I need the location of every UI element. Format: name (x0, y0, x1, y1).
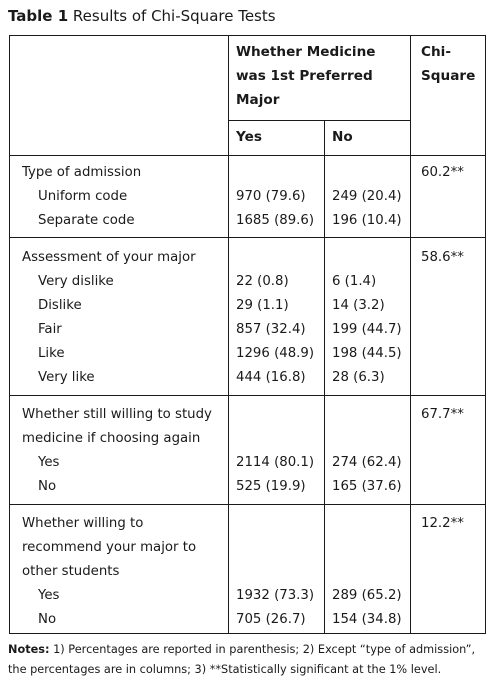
row-label: Fair (38, 322, 62, 337)
row-yes-value: 2114 (80.1) (236, 455, 315, 470)
header-group-line3: Major (236, 92, 280, 108)
row-no-value: 14 (3.2) (332, 298, 385, 313)
header-no: No (332, 129, 353, 145)
chi-square-value: 58.6** (421, 250, 464, 265)
section-title: medicine if choosing again (22, 431, 201, 446)
row-no-value: 274 (62.4) (332, 455, 402, 470)
chi-square-value: 12.2** (421, 516, 464, 531)
chi-square-value: 67.7** (421, 407, 464, 422)
table-title: Results of Chi-Square Tests (72, 7, 276, 25)
row-yes-value: 857 (32.4) (236, 322, 306, 337)
row-yes-value: 525 (19.9) (236, 479, 306, 494)
row-label: Yes (38, 588, 60, 603)
section-title: Type of admission (22, 165, 142, 180)
row-label: Uniform code (38, 189, 128, 204)
table-number: Table 1 (8, 7, 69, 25)
row-label: Like (38, 346, 65, 361)
row-yes-value: 29 (1.1) (236, 298, 289, 313)
row-label: Yes (38, 455, 60, 470)
row-no-value: 196 (10.4) (332, 213, 402, 228)
row-label: No (38, 479, 57, 494)
header-chi-line1: Chi- (421, 44, 451, 60)
row-no-value: 28 (6.3) (332, 370, 385, 385)
table-notes (8, 640, 486, 680)
section-title: recommend your major to (22, 540, 197, 555)
row-no-value: 6 (1.4) (332, 274, 377, 289)
header-group-line1: Whether Medicine (236, 44, 376, 60)
row-yes-value: 1932 (73.3) (236, 588, 315, 603)
row-yes-value: 705 (26.7) (236, 612, 306, 627)
row-no-value: 289 (65.2) (332, 588, 402, 603)
section-title: Whether still willing to study (22, 407, 212, 422)
row-yes-value: 1685 (89.6) (236, 213, 315, 228)
section-title: other students (22, 564, 120, 579)
row-yes-value: 22 (0.8) (236, 274, 289, 289)
chi-square-value: 60.2** (421, 165, 464, 180)
row-label: Very like (38, 370, 95, 385)
header-group-line2: was 1st Preferred (236, 68, 373, 84)
row-no-value: 198 (44.5) (332, 346, 402, 361)
row-label: Dislike (38, 298, 82, 313)
row-no-value: 249 (20.4) (332, 189, 402, 204)
row-no-value: 154 (34.8) (332, 612, 402, 627)
row-yes-value: 1296 (48.9) (236, 346, 315, 361)
row-label: Very dislike (38, 274, 114, 289)
row-yes-value: 444 (16.8) (236, 370, 306, 385)
row-label: Separate code (38, 213, 135, 228)
row-no-value: 199 (44.7) (332, 322, 402, 337)
header-chi-line2: Square (421, 68, 476, 84)
header-yes: Yes (236, 129, 262, 145)
row-label: No (38, 612, 57, 627)
notes-text: 1) Percentages are reported in parenthesis; 2) Except “type of admission”, the percentages are in columns; 3) **Statistically significant at the 1% level. (8, 643, 476, 676)
section-title: Assessment of your major (22, 250, 196, 265)
section-title: Whether willing to (22, 516, 144, 531)
notes-label: Notes: (8, 643, 50, 656)
row-no-value: 165 (37.6) (332, 479, 402, 494)
row-yes-value: 970 (79.6) (236, 189, 306, 204)
